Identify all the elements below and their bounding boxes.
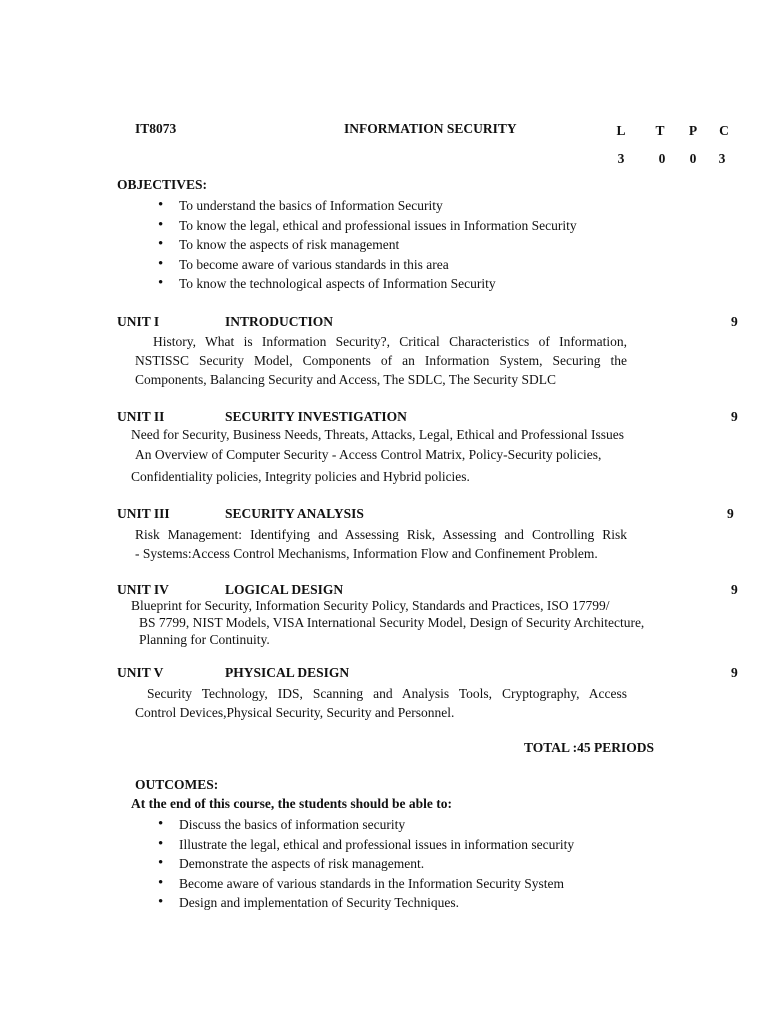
unit-1-line: Components, Balancing Security and Access, The SDLC, The Security SDLC [135, 372, 556, 387]
unit-4-line: BS 7799, NIST Models, VISA International Security Model, Design of Security Architecture, [139, 615, 645, 630]
ltpc-label-p: P [688, 123, 698, 138]
outcome-item: • Illustrate the legal, ethical and professional issues in information security [158, 835, 574, 855]
objective-item: • To become aware of various standards in this area [158, 255, 577, 275]
ltpc-label-c: C [719, 123, 729, 138]
course-title: INFORMATION SECURITY [344, 121, 517, 136]
total-periods: TOTAL :45 PERIODS [524, 740, 655, 755]
objective-item: • To know the technological aspects of Information Security [158, 274, 577, 294]
unit-1-label: UNIT I [117, 314, 160, 329]
ltpc-value-t: 0 [658, 151, 666, 166]
outcome-item: • Design and implementation of Security Techniques. [158, 893, 574, 913]
objectives-list [158, 196, 577, 294]
unit-3-line: - Systems:Access Control Mechanisms, Information Flow and Confinement Problem. [135, 546, 598, 561]
ltpc-label-t: T [655, 123, 665, 138]
unit-5-line: Control Devices,Physical Security, Security and Personnel. [135, 705, 455, 720]
unit-2-hours: 9 [731, 409, 738, 424]
unit-3-line: Risk Management: Identifying and Assessing Risk, Assessing and Controlling Risk [135, 527, 627, 542]
unit-5-title: PHYSICAL DESIGN [225, 665, 350, 680]
unit-3-title: SECURITY ANALYSIS [225, 506, 364, 521]
unit-3-body [135, 525, 627, 563]
unit-2-line: Confidentiality policies, Integrity policies and Hybrid policies. [131, 469, 470, 484]
unit-5-hours: 9 [731, 665, 738, 680]
unit-1-line: NSTISSC Security Model, Components of an Information System, Securing the [135, 353, 627, 368]
unit-3-label: UNIT III [117, 506, 170, 521]
unit-5-line: Security Technology, IDS, Scanning and Analysis Tools, Cryptography, Access [147, 686, 627, 701]
objective-item: • To know the aspects of risk management [158, 235, 577, 255]
unit-5-label: UNIT V [117, 665, 164, 680]
objectives-heading: OBJECTIVES: [117, 177, 208, 192]
unit-1-body [135, 332, 627, 389]
unit-1-title: INTRODUCTION [225, 314, 334, 329]
unit-3-hours: 9 [727, 506, 734, 521]
outcome-item: • Become aware of various standards in the Information Security System [158, 874, 574, 894]
unit-1-hours: 9 [731, 314, 738, 329]
outcomes-list [158, 815, 574, 913]
ltpc-value-l: 3 [617, 151, 625, 166]
unit-4-label: UNIT IV [117, 582, 169, 597]
unit-1-line: History, What is Information Security?, Critical Characteristics of Information, [153, 334, 627, 349]
outcomes-heading: OUTCOMES: [135, 777, 219, 792]
unit-2-line: Need for Security, Business Needs, Threats, Attacks, Legal, Ethical and Professional Issues [131, 427, 625, 442]
ltpc-label-l: L [616, 123, 626, 138]
unit-4-line: Planning for Continuity. [139, 632, 270, 647]
ltpc-value-p: 0 [689, 151, 697, 166]
outcomes-intro: At the end of this course, the students should be able to: [131, 796, 453, 811]
unit-2-label: UNIT II [117, 409, 165, 424]
unit-4-title: LOGICAL DESIGN [225, 582, 344, 597]
unit-2-line: An Overview of Computer Security - Access Control Matrix, Policy-Security policies, [135, 447, 602, 462]
course-code: IT8073 [135, 121, 177, 136]
unit-4-hours: 9 [731, 582, 738, 597]
outcome-item: • Discuss the basics of information security [158, 815, 574, 835]
outcome-item: • Demonstrate the aspects of risk management. [158, 854, 574, 874]
ltpc-value-c: 3 [718, 151, 726, 166]
objective-item: • To understand the basics of Information Security [158, 196, 577, 216]
unit-2-title: SECURITY INVESTIGATION [225, 409, 407, 424]
unit-5-body [135, 684, 627, 722]
unit-4-line: Blueprint for Security, Information Security Policy, Standards and Practices, ISO 17799/ [131, 598, 610, 613]
objective-item: • To know the legal, ethical and professional issues in Information Security [158, 216, 577, 236]
